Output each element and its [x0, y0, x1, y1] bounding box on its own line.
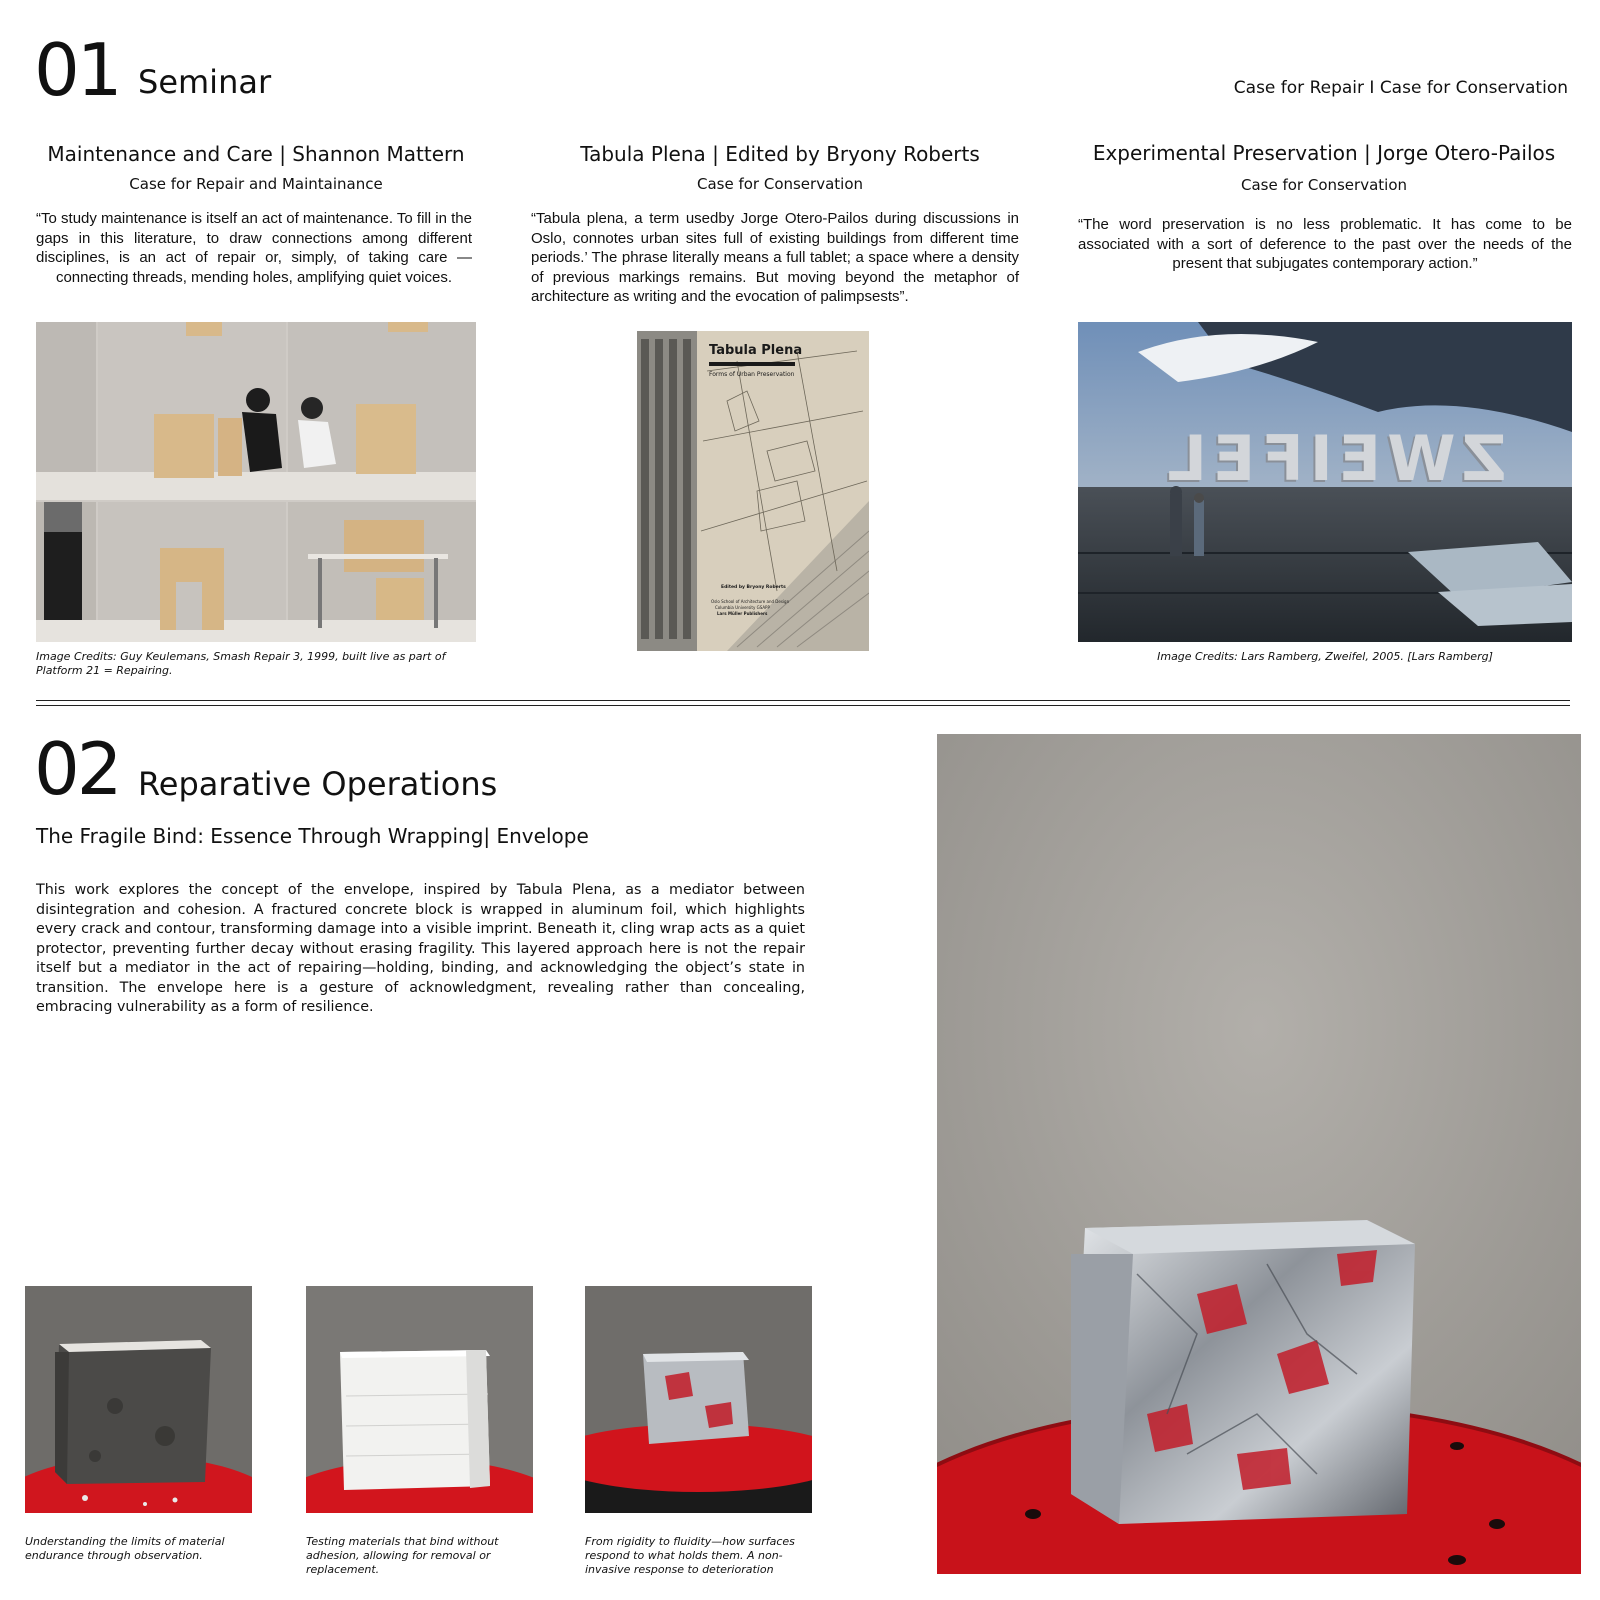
- section-title-seminar: Seminar: [138, 63, 272, 101]
- book-title: Tabula Plena: [709, 343, 803, 358]
- smash-repair-photo-grid: [36, 322, 476, 642]
- project-subtitle: The Fragile Bind: Essence Through Wrapping| Envelope: [36, 824, 589, 848]
- column-3-quote: “The word preservation is no less problematic. It has come to be associated with a sort of deference to the past over the needs of the present that subjugates contemporary action.”: [1078, 216, 1572, 272]
- caption-1: Understanding the limits of material endurance through observation.: [25, 1535, 225, 1562]
- tabula-plena-book-cover: [637, 331, 869, 651]
- concrete-block-photo: [25, 1286, 252, 1513]
- book-editor: Edited by Bryony Roberts: [721, 585, 786, 590]
- column-1-subtitle: Case for Repair and Maintainance: [129, 175, 383, 193]
- small-foil-block-photo: [585, 1286, 812, 1513]
- column-1-quote: “To study maintenance is itself an act of maintenance. To fill in the gaps in this literature, to draw connections among different disciplines, is an act of repair or, simply, of taking care — connecting threads, mending holes, amplifying quiet voices.: [36, 210, 472, 286]
- book-publisher-3: Lars Müller Publishers: [717, 611, 768, 616]
- foil-wrapped-block-photo: [937, 734, 1581, 1574]
- project-description: This work explores the concept of the envelope, inspired by Tabula Plena, as a mediator between disintegration and cohesion. A fractured concrete block is wrapped in aluminum foil, which highlights every crack and contour, transforming damage into a visible imprint. Beneath it, cling wrap acts as a quiet protector, preventing further decay without erasing fragility. This layered approach here is not the repair itself but a mediator in the act of repairing—holding, binding, and acknowledging the object’s state in transition. The envelope here is a gesture of acknowledgment, revealing rather than concealing, embracing vulnerability as a form of resilience.: [36, 882, 805, 1015]
- section-title-reparative: Reparative Operations: [138, 765, 498, 803]
- book-publisher-1: Oslo School of Architecture and Design: [711, 599, 790, 604]
- column-2-quote: “Tabula plena, a term usedby Jorge Otero-Pailos during discussions in Oslo, connotes urban sites full of existing buildings from different time periods.’ The phrase literally means a full tablet; a space where a density of previous markings remains. But moving beyond the metaphor of architecture as writing and the evocation of palimpsests”.: [531, 210, 1019, 305]
- zweifel-sign: ZWEIFEL: [1161, 422, 1507, 495]
- section-tagline: Case for Repair I Case for Conservation: [1233, 78, 1568, 98]
- section-divider-top: [36, 700, 1570, 701]
- section-number-02: 02: [34, 727, 120, 811]
- cling-wrapped-block-photo: [306, 1286, 533, 1513]
- zweifel-rooftop-photo: [1078, 322, 1572, 642]
- section-number-01: 01: [34, 28, 120, 112]
- column-2-title: Tabula Plena | Edited by Bryony Roberts: [580, 142, 980, 166]
- book-publisher-2: Columbia University GSAPP: [715, 605, 770, 610]
- caption-2: Testing materials that bind without adhesion, allowing for removal or replacement.: [306, 1535, 499, 1576]
- section-divider-bottom: [36, 705, 1570, 706]
- column-3-image-credit: Image Credits: Lars Ramberg, Zweifel, 2005. [Lars Ramberg]: [1157, 650, 1493, 663]
- column-3-subtitle: Case for Conservation: [1240, 176, 1408, 194]
- column-1-title: Maintenance and Care | Shannon Mattern: [47, 142, 465, 166]
- caption-3: From rigidity to fluidity—how surfaces respond to what holds them. A non-invasive response to deterioration: [585, 1535, 795, 1576]
- column-3-title: Experimental Preservation | Jorge Otero-Pailos: [1092, 141, 1556, 165]
- column-1-image-credit: Image Credits: Guy Keulemans, Smash Repair 3, 1999, built live as part of Platform 21 = Repairing.: [36, 650, 446, 677]
- column-2-subtitle: Case for Conservation: [696, 175, 864, 193]
- book-subtitle: Forms of Urban Preservation: [709, 371, 795, 378]
